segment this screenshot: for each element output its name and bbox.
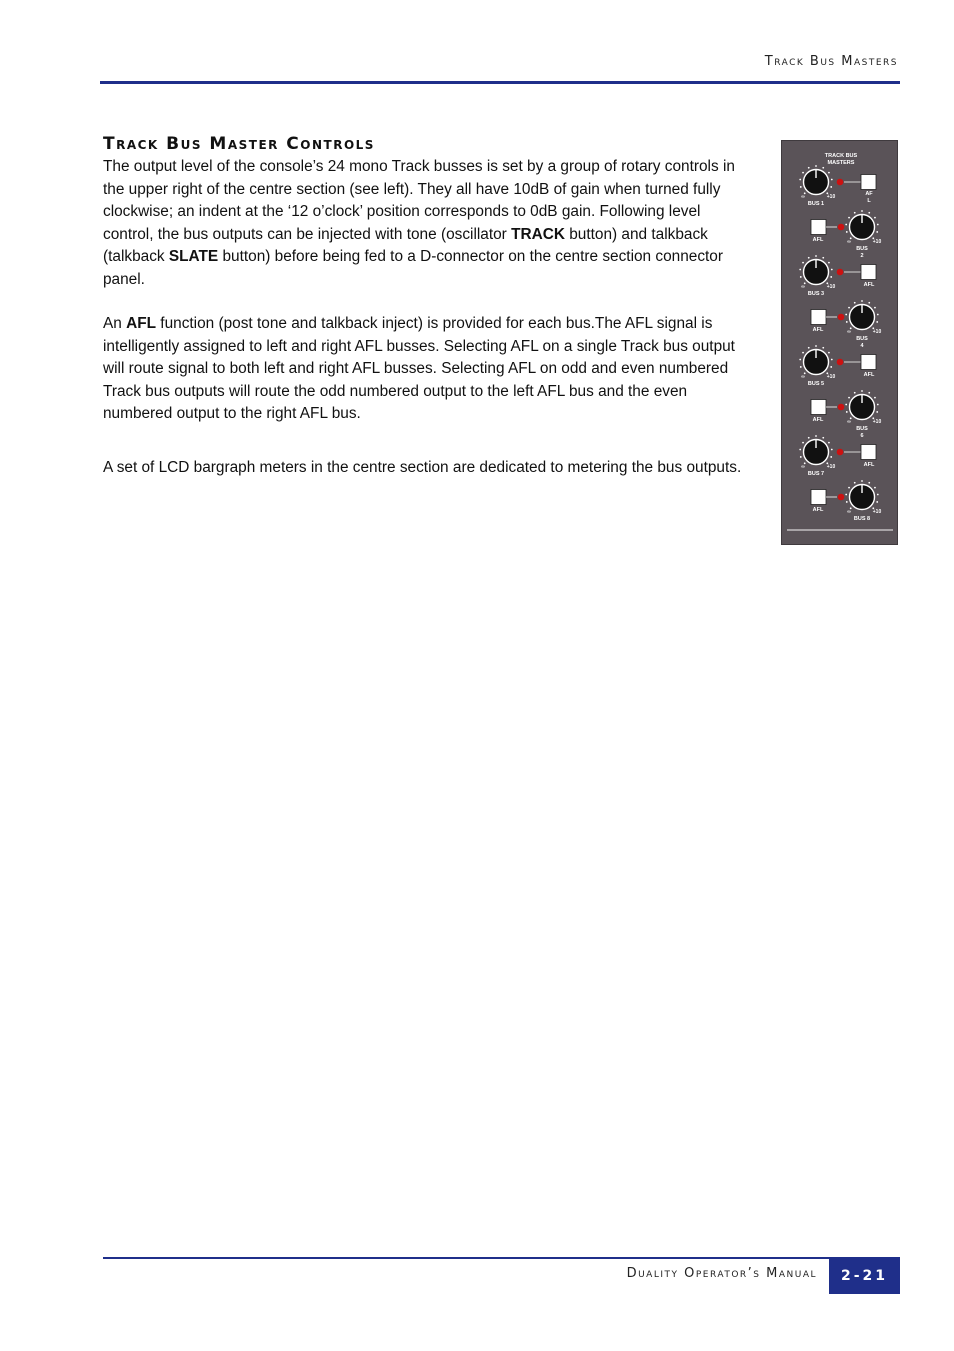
knob-tick	[800, 366, 802, 368]
text-run: button) and talkback (talkback	[103, 225, 708, 265]
knob-max-label: +10	[872, 509, 882, 515]
afl-button	[811, 220, 826, 235]
knob-tick	[868, 302, 870, 304]
afl-button	[811, 400, 826, 415]
text-run: function (post tone and talkback inject) is provided for each bus.The AFL signal is intelligently assigned to left and right AFL busses. Selecting AFL on a single Track bus output will route signal to both left and right AFL busses. Selecting AFL on odd and even numbered Track bus outputs will route the odd numbered output to the left AFL bus and the even numbered output to the right AFL bus.	[103, 315, 735, 422]
paragraph-meters	[103, 457, 748, 480]
knob-tick	[815, 255, 817, 257]
knob-tick	[854, 392, 856, 394]
paragraph-afl	[103, 313, 748, 426]
knob-tick	[808, 257, 810, 259]
knob-min-label: ∞	[801, 374, 805, 380]
knob-tick	[845, 224, 847, 226]
panel-title-line2: MASTERS	[827, 160, 855, 166]
knob-tick	[800, 186, 802, 188]
knob-tick	[846, 501, 848, 503]
afl-button	[861, 445, 876, 460]
afl-label: AFL	[863, 462, 875, 468]
knob-tick	[830, 186, 832, 188]
knob-tick	[846, 321, 848, 323]
knob-tick	[846, 411, 848, 413]
knob-tick	[861, 300, 863, 302]
afl-label: AFL	[863, 372, 875, 378]
afl-label: AFL	[812, 237, 824, 243]
knob-tick	[800, 276, 802, 278]
knob-tick	[845, 404, 847, 406]
knob-tick	[830, 366, 832, 368]
knob-tick	[845, 494, 847, 496]
knob-tick	[846, 231, 848, 233]
bus-label: BUS	[856, 336, 868, 342]
knob-tick	[808, 347, 810, 349]
afl-led	[837, 449, 844, 456]
knob-tick	[848, 487, 850, 489]
knob-max-label: +10	[826, 284, 836, 290]
knob-tick	[828, 442, 830, 444]
knob-tick	[868, 482, 870, 484]
knob-tick	[848, 397, 850, 399]
bus-label: BUS 8	[853, 516, 871, 522]
text-run: The output level of the console’s 24 mono Track busses is set by a group of rotary controls in the upper right of the centre section (see left). They all have 10dB of gain when turned fully clockwise; an indent at the ‘12 o’clock’ position corresponds to 0dB gain. Following level control, the bus outputs can be injected with tone (oscillator	[103, 158, 735, 243]
text-run: button) before being fed to a D-connector on the centre section connector panel.	[103, 248, 723, 288]
footer-manual-title: Duality Operator’s Manual	[626, 1266, 817, 1281]
afl-button	[811, 310, 826, 325]
knob-tick	[815, 345, 817, 347]
paragraph-oscillator	[103, 156, 748, 291]
knob-tick	[874, 217, 876, 219]
knob-tick	[876, 411, 878, 413]
knob-tick	[808, 437, 810, 439]
knob-tick	[861, 390, 863, 392]
knob-tick	[877, 224, 879, 226]
afl-label: AFL	[812, 507, 824, 513]
knob-tick	[822, 347, 824, 349]
afl-label: AFL	[812, 417, 824, 423]
knob-tick	[877, 494, 879, 496]
knob-tick	[815, 435, 817, 437]
bus-label: 4	[860, 343, 864, 349]
knob-tick	[854, 212, 856, 214]
knob-tick	[799, 449, 801, 451]
knob-min-label: ∞	[847, 239, 851, 245]
bold-term: AFL	[126, 315, 157, 332]
knob-tick	[802, 352, 804, 354]
knob-min-label: ∞	[801, 464, 805, 470]
knob-tick	[854, 302, 856, 304]
knob-tick	[831, 269, 833, 271]
afl-led	[837, 179, 844, 186]
knob-tick	[799, 359, 801, 361]
bus-label: BUS 7	[807, 471, 825, 477]
knob-tick	[854, 482, 856, 484]
knob-max-label: +10	[826, 464, 836, 470]
knob-tick	[802, 262, 804, 264]
knob-tick	[822, 437, 824, 439]
knob-tick	[808, 167, 810, 169]
knob-tick	[868, 392, 870, 394]
knob-max-label: +10	[826, 194, 836, 200]
afl-button	[861, 265, 876, 280]
knob-tick	[802, 442, 804, 444]
knob-min-label: ∞	[847, 509, 851, 515]
section-title: Track Bus Master Controls	[103, 134, 375, 154]
knob-tick	[874, 487, 876, 489]
bus-label: BUS 1	[807, 201, 825, 207]
afl-label: AFL	[863, 282, 875, 288]
knob-tick	[828, 262, 830, 264]
knob-min-label: ∞	[801, 284, 805, 290]
knob-tick	[845, 314, 847, 316]
knob-tick	[874, 307, 876, 309]
knob-tick	[877, 314, 879, 316]
footer-rule	[103, 1257, 900, 1259]
panel-title-line1: TRACK BUS	[824, 153, 858, 159]
bus-label: BUS	[856, 246, 868, 252]
bus-label: BUS 3	[807, 291, 825, 297]
text-run: A set of LCD bargraph meters in the centre section are dedicated to metering the bus outputs.	[103, 459, 742, 476]
afl-led	[838, 224, 845, 231]
knob-max-label: +10	[872, 239, 882, 245]
knob-tick	[876, 501, 878, 503]
knob-max-label: +10	[872, 419, 882, 425]
afl-button	[861, 175, 876, 190]
knob-min-label: ∞	[847, 419, 851, 425]
knob-tick	[848, 307, 850, 309]
knob-tick	[831, 449, 833, 451]
knob-min-label: ∞	[801, 194, 805, 200]
running-header: Track Bus Masters	[764, 54, 898, 69]
afl-label: AFL	[812, 327, 824, 333]
knob-tick	[876, 321, 878, 323]
afl-led	[838, 404, 845, 411]
track-bus-masters-panel	[781, 140, 898, 545]
knob-tick	[868, 212, 870, 214]
afl-label: AF	[865, 191, 873, 197]
knob-tick	[831, 359, 833, 361]
knob-max-label: +10	[872, 329, 882, 335]
bold-term: TRACK	[511, 225, 565, 243]
afl-button	[811, 490, 826, 505]
knob-min-label: ∞	[847, 329, 851, 335]
header-rule	[100, 81, 900, 84]
afl-led	[838, 494, 845, 501]
knob-tick	[877, 404, 879, 406]
afl-led	[837, 269, 844, 276]
afl-button	[861, 355, 876, 370]
bus-label: 2	[860, 253, 864, 259]
knob-tick	[822, 257, 824, 259]
bold-term: SLATE	[168, 248, 219, 265]
knob-tick	[828, 172, 830, 174]
afl-label: L	[867, 198, 871, 204]
knob-tick	[800, 456, 802, 458]
knob-tick	[876, 231, 878, 233]
knob-tick	[799, 269, 801, 271]
afl-led	[838, 314, 845, 321]
knob-tick	[828, 352, 830, 354]
text-run: An	[103, 315, 127, 332]
knob-max-label: +10	[826, 374, 836, 380]
knob-tick	[799, 179, 801, 181]
knob-tick	[830, 276, 832, 278]
knob-tick	[831, 179, 833, 181]
afl-led	[837, 359, 844, 366]
bus-label: BUS	[856, 426, 868, 432]
knob-tick	[802, 172, 804, 174]
panel-illustration	[782, 141, 899, 546]
knob-tick	[815, 165, 817, 167]
knob-tick	[861, 480, 863, 482]
knob-tick	[830, 456, 832, 458]
page-number: 2-21	[829, 1258, 900, 1294]
knob-tick	[861, 210, 863, 212]
bus-label: 6	[860, 433, 864, 439]
bus-label: BUS 5	[807, 381, 825, 387]
knob-tick	[822, 167, 824, 169]
knob-tick	[874, 397, 876, 399]
knob-tick	[848, 217, 850, 219]
